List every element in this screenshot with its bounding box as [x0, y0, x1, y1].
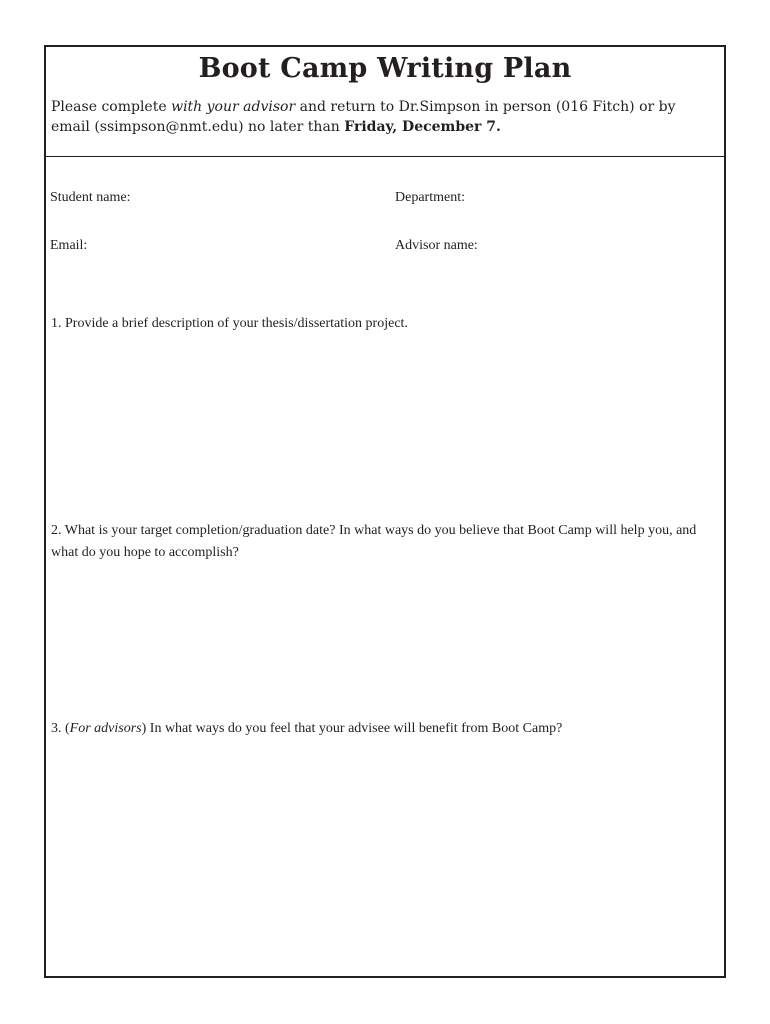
- student-name-label: Student name:: [50, 190, 131, 205]
- answer-area-1[interactable]: [51, 339, 716, 514]
- deadline: Friday, December 7.: [344, 119, 501, 135]
- instructions: [51, 97, 716, 137]
- instructions-text-continued: and return to Dr.Simpson in person (016 Fitch) or by email (ssimpson@nmt.edu) no later than: [51, 99, 676, 135]
- advisor-name-label: Advisor name:: [395, 238, 478, 253]
- question-1: 1. Provide a brief description of your thesis/dissertation project.: [51, 316, 408, 331]
- form-frame: [44, 45, 726, 978]
- form-header: [46, 47, 724, 157]
- email-label: Email:: [50, 238, 88, 253]
- question-2: 2. What is your target completion/graduation date? In what ways do you believe that Boot Camp will help you, and what do you hope to accomplish?: [51, 523, 697, 560]
- instructions-text: Please complete: [51, 99, 172, 115]
- instructions-emphasis: with your advisor: [171, 99, 296, 115]
- question-3-audience: For advisors: [69, 721, 142, 736]
- answer-area-3[interactable]: [51, 745, 716, 965]
- department-label: Department:: [395, 190, 465, 205]
- form-title: Boot Camp Writing Plan: [198, 53, 572, 84]
- question-3-text: ) In what ways do you feel that your advisee will benefit from Boot Camp?: [141, 721, 563, 736]
- question-3: [51, 718, 706, 740]
- question-3-prefix: 3. (: [51, 721, 70, 736]
- answer-area-2[interactable]: [51, 567, 716, 717]
